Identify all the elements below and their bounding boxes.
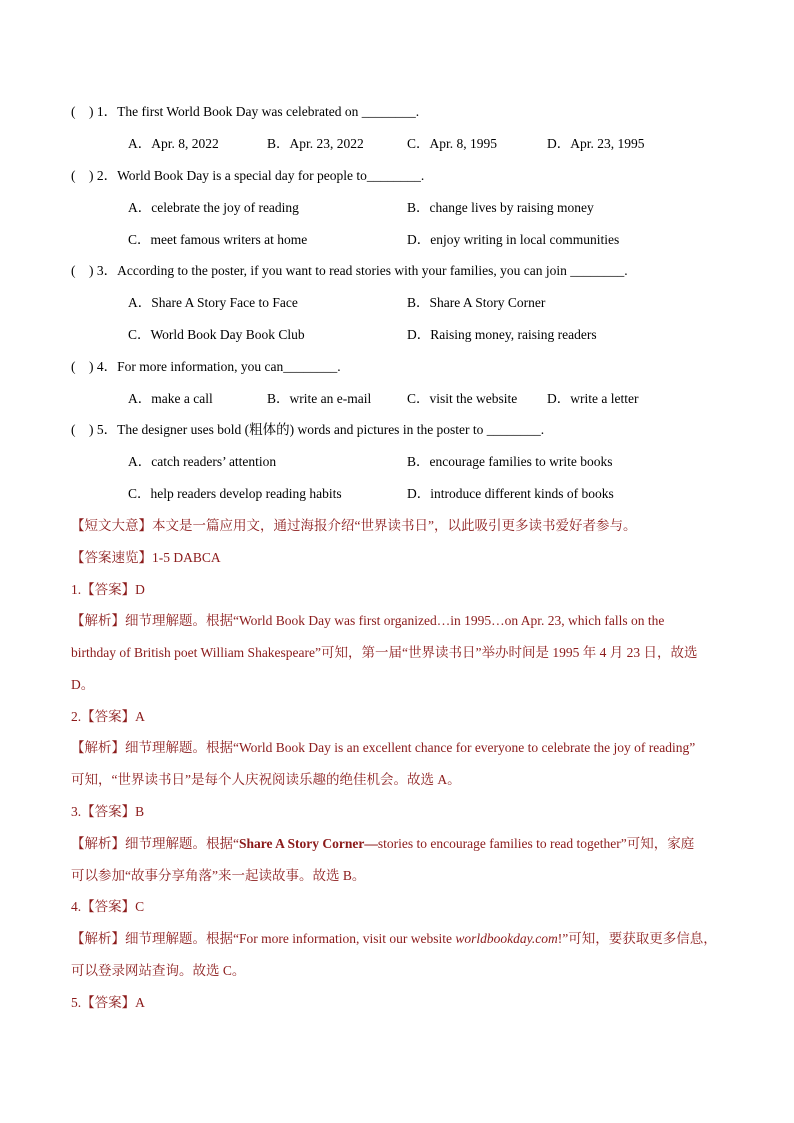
answer-paren: ( (71, 104, 79, 119)
option-d: D．write a letter (547, 391, 639, 406)
quick-answers (71, 549, 221, 567)
explanation-tag: 【解析】 (71, 931, 125, 946)
explanation-bold-text: Share A Story Corner— (239, 836, 378, 851)
question-text: The designer uses bold (粗体的) words and pictures in the poster to ________. (117, 422, 545, 437)
option-d: D．Raising money, raising readers (407, 327, 597, 342)
explanation-2-line-1 (71, 739, 695, 757)
option-d: D．introduce different kinds of books (407, 486, 614, 501)
explanation-4-line-2: 可以登录网站查询。故选 C。 (71, 963, 246, 978)
option-b: B．write an e-mail (267, 391, 372, 406)
explanation-text-rest: !”可知，要获取更多信息， (557, 931, 717, 946)
explanation-text: 细节理解题。根据“World Book Day is an excellent chance for everyone to celebrate the joy of reading” (125, 740, 696, 755)
question-text: According to the poster, if you want to read stories with your families, you can join ________. (117, 263, 628, 278)
question-text: World Book Day is a special day for people to________. (117, 168, 425, 183)
question-text: For more information, you can________. (117, 359, 341, 374)
option-b: B．encourage families to write books (407, 454, 613, 469)
question-2-stem (71, 167, 424, 185)
option-c: C．World Book Day Book Club (128, 327, 305, 342)
answer-tag: 【答案】 (81, 804, 136, 819)
option-a: A．Apr. 8, 2022 (128, 136, 219, 151)
explanation-tag: 【解析】 (71, 836, 125, 851)
explanation-2-line-2: 可知，“世界读书日”是每个人庆祝阅读乐趣的绝佳机会。故选 A。 (71, 772, 461, 787)
question-number: ) 1． (89, 104, 118, 119)
answer-number: 1. (71, 582, 82, 597)
quick-tag: 【答案速览】 (71, 550, 152, 565)
answer-tag: 【答案】 (81, 995, 136, 1010)
explanation-tag: 【解析】 (71, 613, 125, 628)
question-number: ) 3． (89, 263, 118, 278)
explanation-text: 细节理解题。根据“World Book Day was first organized…in 1995…on Apr. 23, which falls on the (125, 613, 665, 628)
answer-paren: ( (71, 263, 79, 278)
option-a: A．make a call (128, 391, 213, 406)
option-b: B．Apr. 23, 2022 (267, 136, 364, 151)
answer-letter: D (135, 582, 145, 597)
answer-tag: 【答案】 (81, 709, 136, 724)
answer-letter: B (135, 804, 145, 819)
option-c: C．Apr. 8, 1995 (407, 136, 498, 151)
answer-paren: ( (71, 359, 79, 374)
answer-number: 4. (71, 899, 82, 914)
answer-letter: A (135, 709, 145, 724)
option-a: A．celebrate the joy of reading (128, 200, 299, 215)
explanation-website: worldbookday.com (455, 931, 558, 946)
answer-letter: A (135, 995, 145, 1010)
explanation-text: 细节理解题。根据“For more information, visit our website (125, 931, 456, 946)
option-c: C．help readers develop reading habits (128, 486, 342, 501)
quick-text: 1-5 DABCA (152, 550, 221, 565)
option-d: D．Apr. 23, 1995 (547, 136, 645, 151)
question-1-stem (71, 103, 419, 121)
explanation-1-line-1 (71, 612, 664, 630)
explanation-1-line-2: birthday of British poet William Shakespeare”可知，第一届“世界读书日”举办时间是 1995 年 4 月 23 日，故选 (71, 645, 698, 660)
explanation-text: 细节理解题。根据“ (125, 836, 239, 851)
option-a: A．catch readers’ attention (128, 454, 277, 469)
option-b: B．Share A Story Corner (407, 295, 546, 310)
option-b: B．change lives by raising money (407, 200, 594, 215)
question-5-stem (71, 421, 544, 439)
explanation-3-line-2: 可以参加“故事分享角落”来一起读故事。故选 B。 (71, 868, 366, 883)
answer-1-line (71, 581, 145, 599)
answer-tag: 【答案】 (81, 899, 136, 914)
passage-summary (71, 517, 636, 535)
answer-letter: C (135, 899, 145, 914)
answer-number: 3. (71, 804, 82, 819)
question-number: ) 5． (89, 422, 118, 437)
option-a: A．Share A Story Face to Face (128, 295, 298, 310)
question-number: ) 4． (89, 359, 118, 374)
summary-text: 本文是一篇应用文，通过海报介绍“世界读书日”，以此吸引更多读书爱好者参与。 (152, 518, 637, 533)
option-c: C．meet famous writers at home (128, 232, 308, 247)
question-number: ) 2． (89, 168, 118, 183)
question-4-stem (71, 358, 341, 376)
option-d: D．enjoy writing in local communities (407, 232, 620, 247)
summary-tag: 【短文大意】 (71, 518, 152, 533)
explanation-4-line-1 (71, 930, 717, 948)
answer-paren: ( (71, 168, 79, 183)
explanation-3-line-1 (71, 835, 694, 853)
answer-tag: 【答案】 (81, 582, 136, 597)
question-3-stem (71, 262, 628, 280)
question-text: The first World Book Day was celebrated on ________. (117, 104, 420, 119)
option-c: C．visit the website (407, 391, 518, 406)
explanation-text-rest: stories to encourage families to read together”可知，家庭 (377, 836, 695, 851)
answer-5-line (71, 994, 145, 1012)
answer-4-line (71, 898, 144, 916)
answer-paren: ( (71, 422, 79, 437)
answer-3-line (71, 803, 144, 821)
answer-number: 5. (71, 995, 82, 1010)
explanation-1-line-3: D。 (71, 677, 95, 692)
answer-number: 2. (71, 709, 82, 724)
answer-2-line (71, 708, 145, 726)
explanation-tag: 【解析】 (71, 740, 125, 755)
